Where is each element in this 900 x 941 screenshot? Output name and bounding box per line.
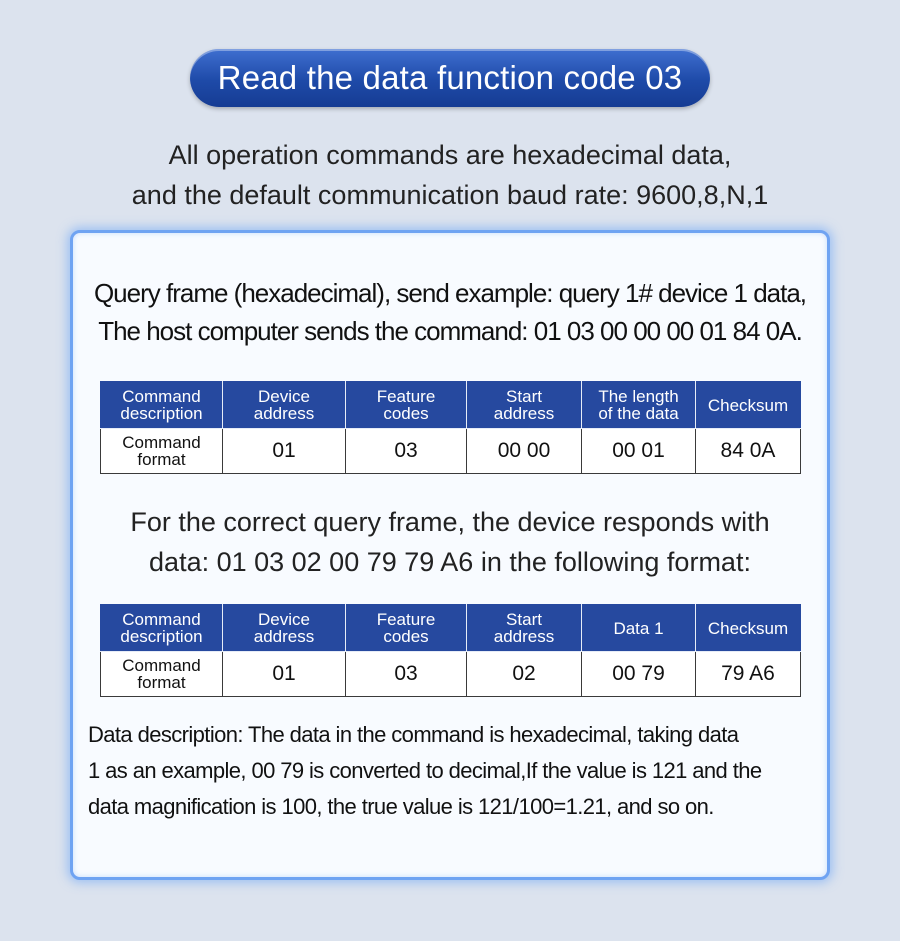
cell-feature-code: 03 [346,429,467,474]
intro-line-2: and the default communication baud rate: 9600,8,N,1 [131,180,769,210]
query-line-1: Query frame (hexadecimal), send example: query 1# device 1 data, [93,278,807,308]
description-line-2: 1 as an example, 00 79 is converted to decimal,If the value is 121 and the [88,758,762,783]
cell-checksum: 79 A6 [696,652,801,697]
header-start-address: Start address [467,605,582,652]
header-data-1: Data 1 [582,605,696,652]
query-line-2: The host computer sends the command: 01 03 00 00 00 01 84 0A. [98,316,802,346]
header-start-address: Start address [467,382,582,429]
table-header-row [101,605,801,652]
header-feature-codes: Feature codes [346,382,467,429]
cell-device-address: 01 [223,429,346,474]
query-command-table [100,381,801,474]
table-row [101,652,801,697]
header-checksum: Checksum [696,605,801,652]
row-label-command-format: Command format [101,652,223,697]
response-line-1: For the correct query frame, the device responds with [130,507,770,537]
response-line-2: data: 01 03 02 00 79 79 A6 in the following format: [149,547,751,577]
table-row [101,429,801,474]
row-label-command-format: Command format [101,429,223,474]
cell-checksum: 84 0A [696,429,801,474]
header-command-description: Command description [101,605,223,652]
header-command-description: Command description [101,382,223,429]
response-command-table [100,604,801,697]
cell-feature-code: 03 [346,652,467,697]
intro-line-1: All operation commands are hexadecimal data, [168,140,732,170]
header-device-address: Device address [223,382,346,429]
cell-start-address: 00 00 [467,429,582,474]
cell-data-length: 00 01 [582,429,696,474]
description-line-3: data magnification is 100, the true value is 121/100=1.21, and so on. [88,794,714,819]
page-title: Read the data function code 03 [190,49,710,107]
table-header-row [101,382,801,429]
cell-start-address: 02 [467,652,582,697]
header-device-address: Device address [223,605,346,652]
header-checksum: Checksum [696,382,801,429]
cell-device-address: 01 [223,652,346,697]
cell-data-1: 00 79 [582,652,696,697]
description-line-1: Data description: The data in the command is hexadecimal, taking data [88,722,739,747]
header-data-length: The length of the data [582,382,696,429]
header-feature-codes: Feature codes [346,605,467,652]
